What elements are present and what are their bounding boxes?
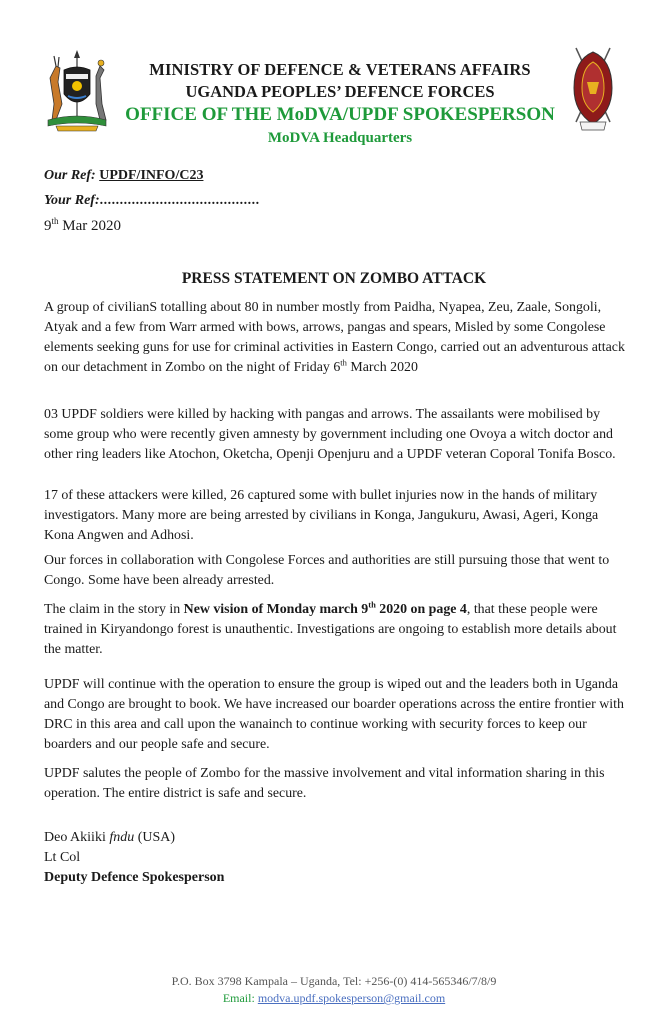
signatory-name	[44, 830, 175, 846]
our-ref-label: Our Ref:	[44, 168, 96, 183]
paragraph-1-sup: th	[340, 357, 347, 368]
statement-title: PRESS STATEMENT ON ZOMBO ATTACK	[181, 270, 487, 287]
updf-emblem-icon	[568, 42, 618, 134]
headquarters-heading: MoDVA Headquarters	[267, 130, 413, 146]
paragraph-1	[44, 298, 629, 378]
footer-email-link[interactable]: modva.updf.spokesperson@gmail.com	[257, 991, 446, 1005]
our-reference	[44, 168, 203, 184]
paragraph-5-sup: th	[368, 599, 376, 610]
paragraph-5-end: , that these people were trained in Kiryandongo forest is unauthentic. Investigations are ongoing to establish more details about the matter.	[44, 602, 617, 657]
signatory-name-b: (USA)	[134, 830, 176, 845]
paragraph-4: Our forces in collaboration with Congolese Forces and authorities are still pursuing those that went to Congo. Some have been already arrested.	[44, 553, 610, 588]
paragraph-5-text: The claim in the story in	[44, 602, 184, 617]
our-ref-value: UPDF/INFO/C23	[99, 168, 204, 183]
date-day: 9	[44, 218, 52, 234]
office-heading: OFFICE OF THE MoDVA/UPDF SPOKESPERSON	[125, 104, 555, 125]
signatory-name-italic: fndu	[109, 830, 135, 845]
letter-date	[44, 216, 121, 235]
ministry-heading: MINISTRY OF DEFENCE & VETERANS AFFAIRS	[149, 60, 531, 79]
paragraph-2: 03 UPDF soldiers were killed by hacking with pangas and arrows. The assailants were mobilised by some group who were recently given amnesty by government including one Ovoya a witch doctor and other ring leaders like Atochon, Oketcha, Openji Openjuru and a UPDF veteran Coporal Tonifa Bosco.	[44, 407, 616, 462]
paragraph-1-text: A group of civilianS totalling about 80 in number mostly from Paidha, Nyapea, Zeu, Zaale, Songoli, Atyak and a few from Warr armed with bows, arrows, pangas and spears, Misled by some Congolese elements seeking guns for use for criminal activities in Eastern Congo, carried out an adventurous attack on our detachment in Zombo on the night of Friday 6	[44, 300, 625, 375]
paragraph-1-end: March 2020	[346, 360, 418, 375]
footer-address: P.O. Box 3798 Kampala – Uganda, Tel: +256-(0) 414-565346/7/8/9	[171, 974, 497, 988]
paragraph-5	[44, 600, 629, 660]
signatory-position: Deputy Defence Spokesperson	[44, 870, 225, 885]
signatory-rank: Lt Col	[44, 850, 81, 865]
paragraph-6: UPDF will continue with the operation to ensure the group is wiped out and the leaders both in Uganda and Congo are brought to book. We have increased our boarder operations across the entire frontier with DRC in this area and call upon the wanainch to continue working with security forces to keep our boarders and our people safe and secure.	[44, 677, 624, 752]
paragraph-5-bold-a: New vision of Monday march 9	[183, 602, 369, 617]
uganda-coat-of-arms-icon	[42, 48, 112, 132]
your-reference	[44, 193, 260, 209]
footer-email-label: Email:	[222, 991, 258, 1005]
paragraph-5-bold-b: 2020 on page 4	[375, 602, 467, 617]
date-month-year: Mar 2020	[58, 218, 122, 234]
your-ref-value: ........................................	[99, 193, 260, 208]
your-ref-label: Your Ref:	[44, 193, 100, 208]
footer-email-line	[0, 991, 668, 1006]
signatory-name-a: Deo Akiiki	[44, 830, 110, 845]
updf-heading: UGANDA PEOPLES’ DEFENCE FORCES	[185, 82, 495, 101]
date-suffix: th	[51, 216, 59, 226]
paragraph-7: UPDF salutes the people of Zombo for the massive involvement and vital information sharing in this operation. The entire district is safe and secure.	[44, 766, 605, 801]
paragraph-3: 17 of these attackers were killed, 26 captured some with bullet injuries now in the hands of military investigators. Many more are being arrested by civilians in Konga, Jangukuru, Awasi, Ageri, Konga Kona Angwen and Adhosi.	[44, 488, 599, 543]
